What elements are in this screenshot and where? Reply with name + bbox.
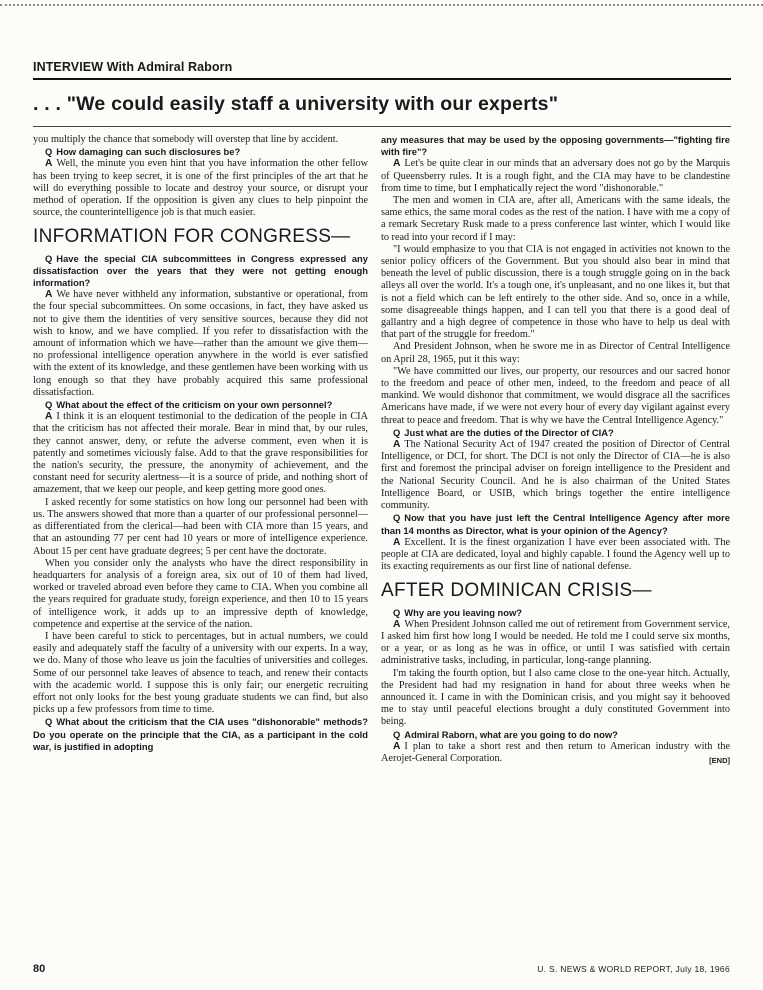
end-mark: [END] [709,755,730,765]
qa-label: A [393,740,401,752]
qa-label: Q [45,716,53,728]
subhead-information-for-congress: INFORMATION FOR CONGRESS— [33,226,351,248]
answer [381,537,730,574]
paragraph: The men and women in CIA are, after all, Americans with the same ideals, the same ethics, the same moral codes as the rest of the nation. I have with me a copy of a remark Secretary Rusk made to a press conference last winter, which I would like to read into your record if I may: [381,195,730,243]
text-span: Why are you leaving now? [404,606,523,618]
publication-footer: U. S. NEWS & WORLD REPORT, July 18, 1966 [537,964,730,974]
header-rule [33,78,731,80]
text-span: I think it is an eloquent testimonial to the dedication of the people in CIA that the criticism has not affected their morale. Bear in mind that, by our rules, they cannot answer, deny, or refute the adverse comment, even when it is patently and sometimes viciously false. Add to that the grave responsibilities for the nation's security, the pressure, the anonymity of achievement, and the constant need for security alertness—it is a source of pride, and nothing short of amazement, that we keep our people, and keep getting more good ones. [33,411,368,496]
qa-label: Q [393,426,401,438]
subhead-after-dominican-crisis: AFTER DOMINICAN CRISIS— [381,580,652,602]
question [33,253,368,290]
headline-rule [33,126,731,127]
paragraph: I have been careful to stick to percentages, but in actual numbers, we could easily and adequately staff the faculty of a university with our experts. In a way, we do. Many of those who leave us join the faculties of universities and colleges. Some of our personnel take leaves of absence to teach, and renew their contacts with the academic world. I suppose this is only fair; our energetic recruiting effort not only looks for the best young graduate students we can find, but also picks up a few professors from time to time. [33,630,368,716]
text-span: What about the effect of the criticism on your own personnel? [56,399,333,411]
paragraph: I'm taking the fourth option, but I also came close to the one-year hitch. Actually, the President had had my resignation in hand for about three weeks when he announced it. I came in with the Dominican crisis, and you might say it behooved me to stay until peaceful elections brought a duly constituted Government into being. [381,667,730,728]
top-dotted-border [0,4,763,6]
answer [381,158,730,195]
question [381,427,730,439]
paragraph: I asked recently for some statistics on how long our personnel had been with us. The answers showed that more than a quarter of our professional personnel—as differentiated from the clerical—had been with CIA more than 15 years, and that an astounding 77 per cent had 10 years or more of intelligence experience. About 15 per cent have graduate degrees; 5 per cent have the doctorate. [33,496,368,557]
answer [381,741,730,765]
qa-label: A [45,289,53,301]
quote-rusk: "I would emphasize to you that CIA is not engaged in activities not known to the senior policy officers of the Government. But you should also bear in mind that beneath the level of public discussion, there is a tough struggle going on in the back alleys all over the world. It's a tough one, it's unpleasant, and no one likes it, but that is not a field which can be left entirely to the other side. And so, once in a while, some disagreeable things happen, and I can tell you that there is a good deal of gallantry and a high degree of competence in those who have to help us deal with that part of the struggle for freedom." [381,243,730,341]
paragraph: And President Johnson, when he swore me in as Director of Central Intelligence on April 28, 1965, put it this way: [381,341,730,365]
answer [33,289,368,399]
text-span: How damaging can such disclosures be? [56,146,241,158]
text-span: Now that you have just left the Central Intelligence Agency after more than 14 months as Director, what is your opinion of the Agency? [381,512,730,536]
qa-label: Q [45,252,53,264]
answer [33,158,368,219]
question [33,399,368,411]
text-span: Let's be quite clear in our minds that an adversary does not go by the Marquis of Queensberry rules. It is a rough fight, and the CIA may have to be clandestine from time to time, but I emphatically reject the word "dishonorable." [381,158,730,194]
answer [381,439,730,512]
answer [33,411,368,496]
text-span: We have never withheld any information, substantive or operational, from the four special subcommittees. On some occasions, in fact, they have asked us not to give them the identities of very sensitive sources, because they did not wish to know, and we have complied. If you refer to dissatisfaction with the amount of information which we have—rather than the amount we give them—no professional intelligence operation anywhere in the world is ever satisfied with the extent of its knowledge, and these gentlemen have been working with us long enough so that they have probably acquired this same professional dissatisfaction. [33,289,368,398]
text-span: Excellent. It is the finest organization I have ever been associated with. The people at CIA are dedicated, loyal and highly capable. I found the Agency well up to its exacting requirements as our first line of national defense. [381,536,730,573]
text-span: Just what are the duties of the Director of CIA? [404,426,614,438]
right-column [381,134,730,954]
page-number: 80 [33,963,46,975]
qa-label: Q [45,399,53,411]
answer [381,619,730,668]
quote-johnson: "We have committed our lives, our property, our resources and our sacred honor to the freedom and peace of other men, indeed, to the freedom and peace of all mankind. We would dishonor that commitment, we would disgrace all the sacrifices Americans have made, if we were not every hour of every day vigilant against every threat to peace and freedom. That is why we have the Central Intelligence Agency." [381,365,730,426]
text-span: The National Security Act of 1947 created the position of Director of Central Intelligence, or DCI, for short. The DCI is not only the Director of CIA—he is also first and foremost the principal adviser on foreign intelligence to the President and the National Security Council. And he is also chairman of the United States Intelligence Board, or USIB, which brings together the entire intelligence community. [381,439,730,512]
qa-label: A [45,158,53,170]
qa-label: A [393,158,401,170]
paragraph: When you consider only the analysts who have the direct responsibility in headquarters for analysis of a foreign area, six out of 10 of them had lived, worked or traveled abroad even before they came to CIA. When you combine all the years required for graduate study, foreign experience, and then 10 to 15 years of intelligence work, it adds up to an impressive depth of knowledge, competence and expertise at the service of the nation. [33,557,368,630]
section-header: INTERVIEW With Admiral Raborn [33,60,233,74]
text-span: What about the criticism that the CIA uses "dishonorable" methods? Do you operate on the principle that the CIA, as a participant in the cold war, is justified in adopting [33,716,368,752]
question [381,512,730,536]
text-span: Admiral Raborn, what are you going to do now? [404,728,618,740]
question [381,729,730,741]
paragraph: you multiply the chance that somebody will overstep that line by accident. [33,134,339,145]
text-span: Well, the minute you even hint that you have information the other fellow has been trying to keep secret, it is one of the first principles of the art that he will do everything possible to locate and destroy your source, or disrupt your method of operation. If the opposition is given any clues to help pinpoint the source, the counterintelligence job is that much easier. [33,158,368,219]
qa-label: Q [45,146,53,158]
qa-label: A [393,536,401,548]
question-continued: any measures that may be used by the opposing governments—"fighting fire with fire"? [381,134,730,158]
qa-label: Q [393,728,401,740]
qa-label: A [45,411,53,423]
text-span: I plan to take a short rest and then return to American industry with the Aerojet-General Corporation. [381,740,730,764]
page-headline: . . . "We could easily staff a university with our experts" [33,93,559,115]
qa-label: A [393,618,401,630]
question [381,607,730,619]
qa-label: A [393,439,401,451]
left-column [33,134,368,954]
question [33,716,368,753]
question [33,146,368,158]
text-span: Have the special CIA subcommittees in Congress expressed any dissatisfaction over the years that they were not getting enough information? [33,252,368,289]
text-span: When President Johnson called me out of retirement from Government service, I asked him first how long I would be needed. He told me I could serve six months, or a year, or as long as he was in office, or until I was satisfied with certain administrative tasks, including, in particular, long-range planning. [381,618,730,667]
qa-label: Q [393,606,401,618]
qa-label: Q [393,512,401,524]
